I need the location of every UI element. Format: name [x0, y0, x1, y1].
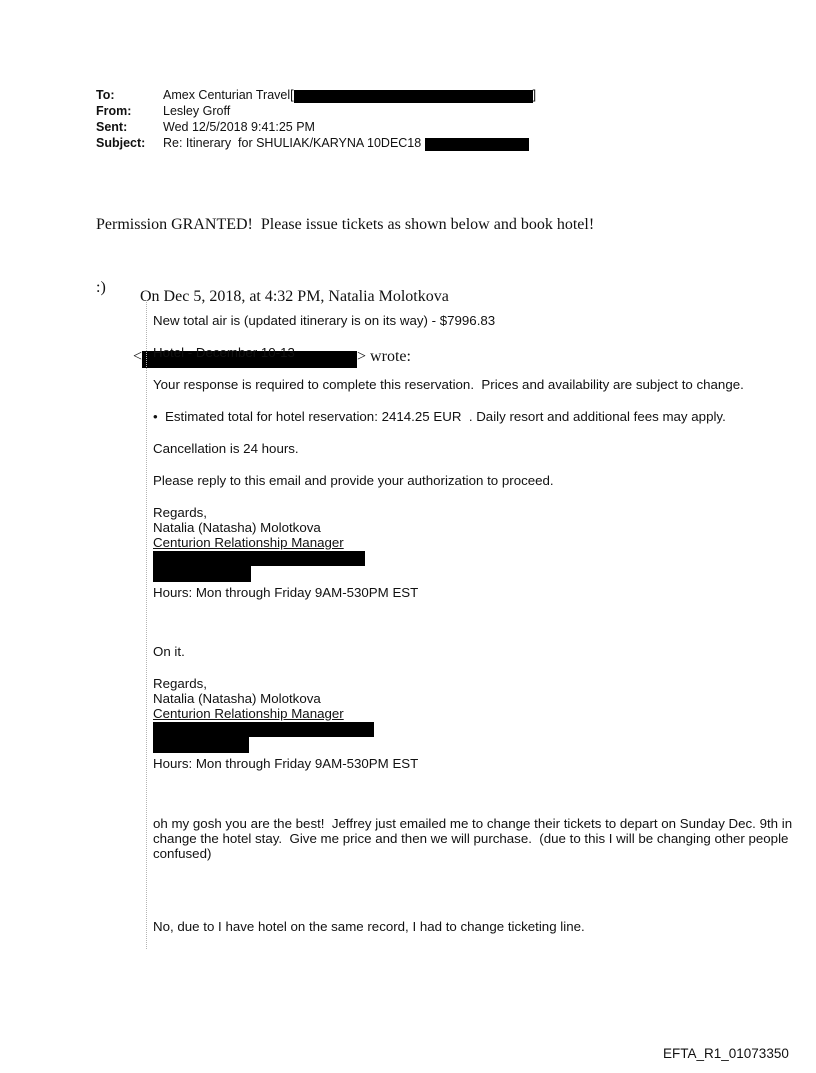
redaction-block — [153, 551, 816, 582]
angle-open: < — [133, 348, 143, 365]
bates-number: EFTA_R1_01073350 — [663, 1046, 789, 1061]
redaction-bar — [294, 90, 533, 103]
header-row-subject — [96, 135, 536, 151]
from-value: Lesley Groff — [163, 104, 231, 118]
header-row-sent — [96, 119, 536, 135]
sent-value: Wed 12/5/2018 9:41:25 PM — [163, 120, 315, 134]
quote-line: Hours: Mon through Friday 9AM-530PM EST — [153, 585, 419, 600]
quote-paragraph — [153, 644, 816, 659]
quote-line: Natalia (Natasha) Molotkova — [153, 520, 321, 535]
quote-paragraph — [153, 816, 816, 861]
quote-line: Your response is required to complete this reservation. Prices and availability are subject to change. — [153, 377, 744, 392]
quote-paragraph — [153, 505, 816, 550]
quote-line: change the hotel stay. Give me price and then we will purchase. (due to this I will be changing other people — [153, 831, 789, 846]
quote-paragraph — [153, 409, 816, 424]
quote-paragraph — [153, 345, 816, 360]
redaction-bar — [153, 722, 374, 737]
redaction-bar — [153, 566, 251, 582]
quote-line: Centurion Relationship Manager — [153, 535, 344, 550]
message-header — [96, 87, 536, 151]
quoted-email — [146, 300, 816, 949]
quote-paragraph — [153, 676, 816, 721]
to-value-suffix: ] — [532, 88, 537, 102]
quote-line: Hours: Mon through Friday 9AM-530PM EST — [153, 756, 419, 771]
header-row-from — [96, 103, 536, 119]
quote-line: Natalia (Natasha) Molotkova — [153, 691, 321, 706]
quote-paragraph — [153, 313, 816, 328]
redaction-block — [153, 722, 816, 753]
quote-gap — [153, 878, 816, 919]
quote-paragraph — [153, 585, 816, 600]
attribution-line-1: On Dec 5, 2018, at 4:32 PM, Natalia Molotkova — [140, 288, 449, 305]
quote-line: oh my gosh you are the best! Jeffrey just emailed me to change their tickets to depart on Sunday Dec. 9th in — [153, 816, 793, 831]
subject-value-text: Re: Itinerary for SHULIAK/KARYNA 10DEC18 — [163, 136, 425, 150]
redaction-bar — [153, 551, 365, 566]
quote-line: No, due to I have hotel on the same record, I had to change ticketing line. — [153, 919, 585, 934]
to-label: To: — [96, 88, 115, 102]
quote-gap — [153, 788, 816, 816]
quote-line: Regards, — [153, 676, 207, 691]
quote-line: On it. — [153, 644, 185, 659]
redaction-bar — [153, 737, 249, 753]
subject-value — [163, 135, 529, 151]
quote-line: Centurion Relationship Manager — [153, 706, 344, 721]
quote-line: Regards, — [153, 505, 207, 520]
angle-close-wrote: > wrote: — [357, 348, 411, 365]
reply-line-1: Permission GRANTED! Please issue tickets as shown below and book hotel! — [96, 216, 595, 233]
sent-label: Sent: — [96, 120, 128, 134]
quote-line: Please reply to this email and provide your authorization to proceed. — [153, 473, 554, 488]
subject-label: Subject: — [96, 136, 146, 150]
quote-line: • Estimated total for hotel reservation: 2414.25 EUR . Daily resort and additional fees may apply. — [153, 409, 726, 424]
to-value — [163, 87, 536, 103]
quote-paragraph — [153, 377, 816, 392]
quote-line: Cancellation is 24 hours. — [153, 441, 299, 456]
quote-line: Hotel - December 10-13 — [153, 345, 295, 360]
to-value-text: Amex Centurian Travel[ — [163, 88, 294, 102]
quote-paragraph — [153, 473, 816, 488]
quote-line: confused) — [153, 846, 212, 861]
quote-gap — [153, 617, 816, 644]
redaction-bar — [425, 138, 529, 151]
header-row-to — [96, 87, 536, 103]
from-label: From: — [96, 104, 132, 118]
reply-line-2: :) — [96, 279, 106, 296]
quote-line: New total air is (updated itinerary is on its way) - $7996.83 — [153, 313, 496, 328]
quote-paragraph — [153, 441, 816, 456]
quote-paragraph — [153, 756, 816, 771]
quote-paragraph — [153, 919, 816, 934]
